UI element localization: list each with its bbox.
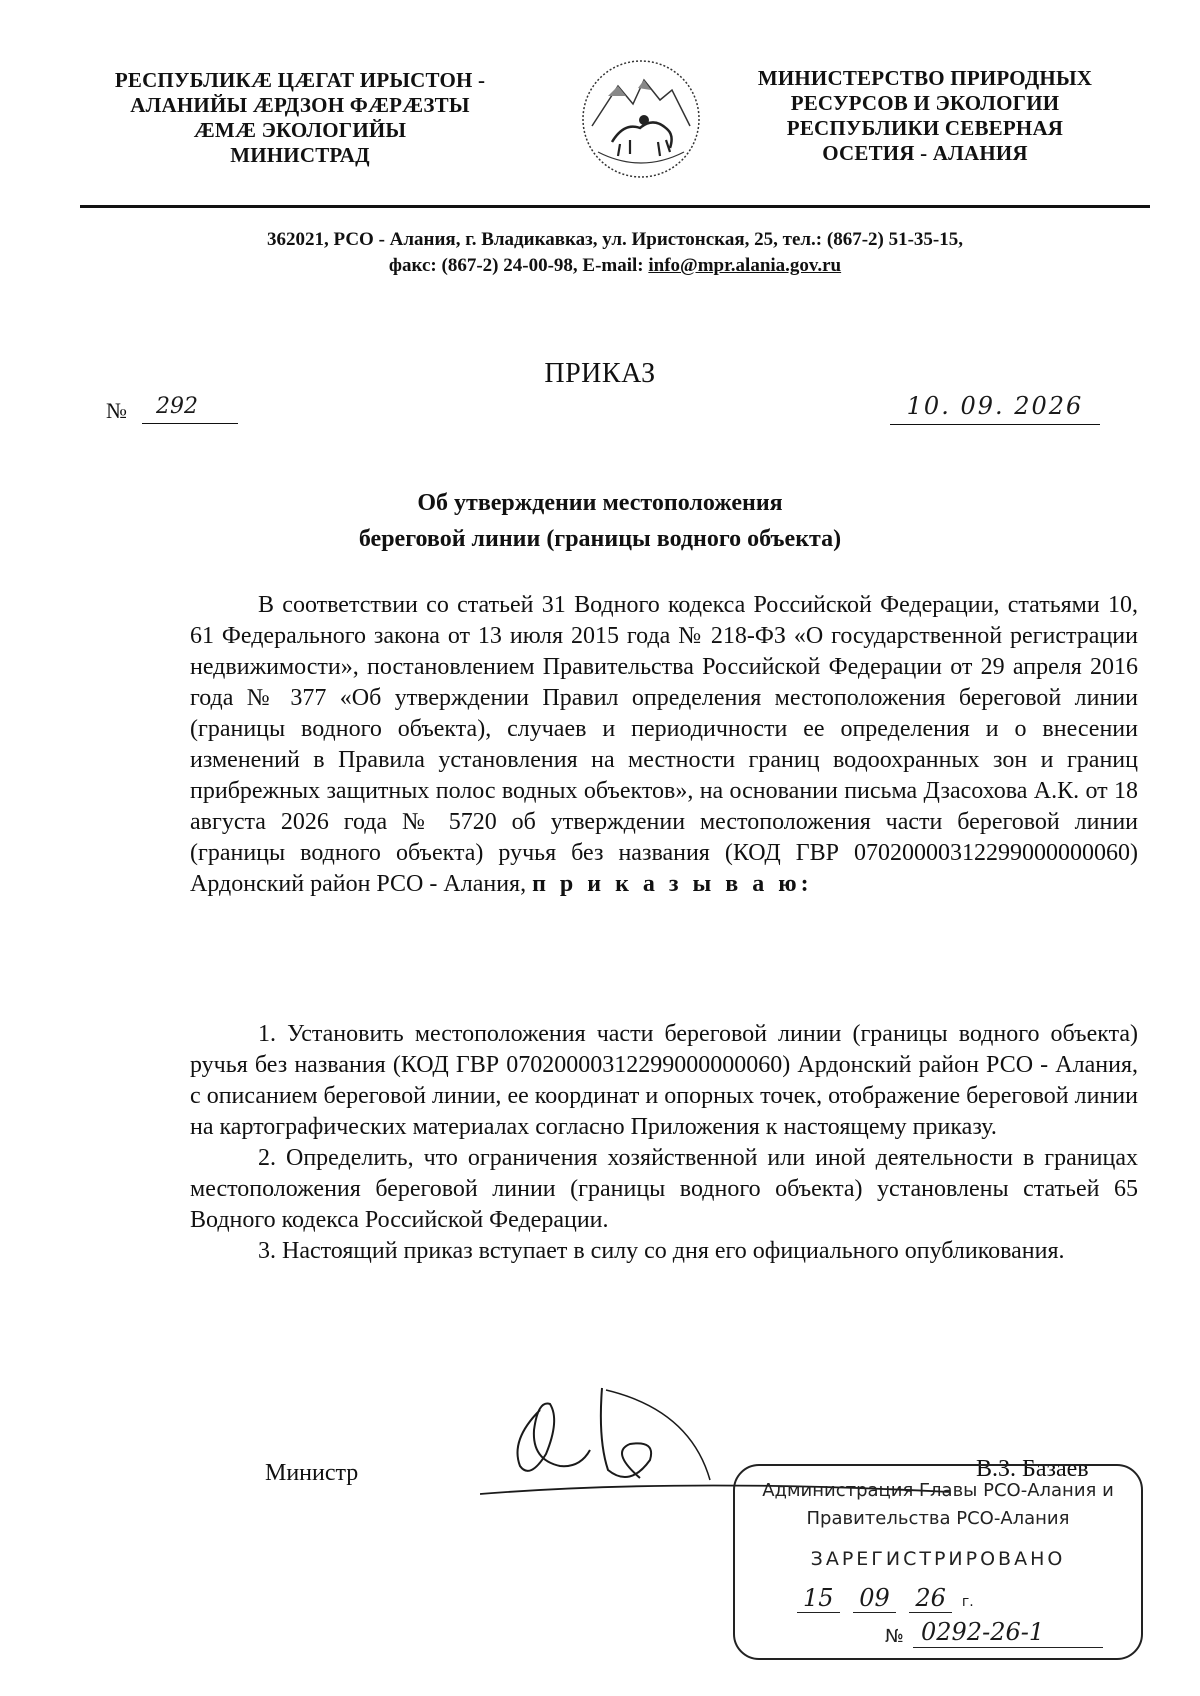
subject-line: береговой линии (границы водного объекта) <box>358 526 842 552</box>
stamp-registered-label: ЗАРЕГИСТРИРОВАНО <box>810 1548 1066 1570</box>
header-left-line: ӔМӔ ЭКОЛОГИЙЫ <box>193 118 407 142</box>
header-left-line: МИНИСТРАД <box>230 143 370 167</box>
order-number-label: № <box>106 398 127 423</box>
header-left-line: РЕСПУБЛИКӔ ЦӔГАТ ИРЫСТОН - <box>114 68 486 92</box>
header-right-line: РЕСУРСОВ И ЭКОЛОГИИ <box>790 91 1060 115</box>
stamp-number-label: № <box>885 1626 904 1647</box>
fax-text: факс: (867-2) 24-00-98, E-mail: <box>388 255 649 276</box>
stamp-date-day: 15 <box>797 1584 840 1613</box>
order-item: 3. Настоящий приказ вступает в силу со дня его официального опубликования. <box>258 1238 1065 1264</box>
registration-stamp <box>733 1464 1143 1660</box>
coat-of-arms-emblem-icon <box>578 56 704 182</box>
order-item: 2. Определить, что ограничения хозяйственной или иной деятельности в границах местоположения береговой линии (границы водного объекта) установлены статьей 65 Водного кодекса Российской Федерации. <box>190 1145 1138 1233</box>
header-right-line: ОСЕТИЯ - АЛАНИЯ <box>822 141 1028 165</box>
stamp-date-year: 26 <box>909 1584 952 1613</box>
signatory-title: Министр <box>265 1460 359 1486</box>
stamp-date-month: 09 <box>853 1584 896 1613</box>
header-divider <box>80 205 1150 208</box>
order-item: 1. Установить местоположения части береговой линии (границы водного объекта) ручья без названия (КОД ГВР 07020000312299000000060) Ардонский район РСО - Алания, с описанием береговой линии, ее координат и опорных точек, отображение береговой линии на картографических материалах согласно Приложения к настоящему приказу. <box>190 1021 1138 1140</box>
order-number-handwritten: 292 <box>142 394 238 424</box>
header-right-line: РЕСПУБЛИКИ СЕВЕРНАЯ <box>786 116 1064 140</box>
order-date-handwritten: 10. 09. 2026 <box>890 392 1100 425</box>
header-right-org-name <box>735 66 1115 166</box>
email-link[interactable]: info@mpr.alania.gov.ru <box>648 255 842 276</box>
document-title: ПРИКАЗ <box>544 358 656 389</box>
stamp-authority-line: Администрация Главы РСО-Алания и <box>762 1480 1114 1501</box>
stamp-year-suffix: г. <box>961 1594 974 1610</box>
header-left-line: АЛАНИЙЫ ӔРДЗОН ФӔРӔЗТЫ <box>130 93 470 117</box>
preamble-paragraph <box>190 590 1138 900</box>
header-right-line: МИНИСТЕРСТВО ПРИРОДНЫХ <box>757 66 1093 90</box>
signatory-name: В.З. Базаев <box>976 1456 1089 1482</box>
contact-line <box>80 254 1150 278</box>
order-items <box>190 1019 1138 1267</box>
stamp-authority-line: Правительства РСО-Алания <box>806 1508 1070 1529</box>
stamp-number-handwritten: 0292-26-1 <box>913 1618 1103 1648</box>
preamble-text: В соответствии со статьей 31 Водного кодекса Российской Федерации, статьями 10, 61 Федерального закона от 13 июля 2015 года № 218-ФЗ «О государственной регистрации недвижимости», постановлением Правительства Российской Федерации от 29 апреля 2016 года № 377 «Об утверждении Правил определения местоположения береговой линии (границы водного объекта), случаев и периодичности ее определения и о внесении изменений в Правила установления на местности границ водоохранных зон и границ прибрежных защитных полос водных объектов», на основании письма Дзасохова А.К. от 18 августа 2026 года № 5720 об утверждении местоположения части береговой линии (границы водного объекта) ручья без названия (КОД ГВР 07020000312299000000060) Ардонский район РСО - Алания, <box>190 592 1138 897</box>
address-line: 362021, РСО - Алания, г. Владикавказ, ул. Иристонская, 25, тел.: (867-2) 51-35-15, <box>266 229 963 250</box>
order-word: п р и к а з ы в а ю: <box>532 871 813 897</box>
subject-line: Об утверждении местоположения <box>417 490 783 516</box>
header-left-org-name <box>100 68 500 168</box>
stamp-date <box>797 1584 974 1612</box>
